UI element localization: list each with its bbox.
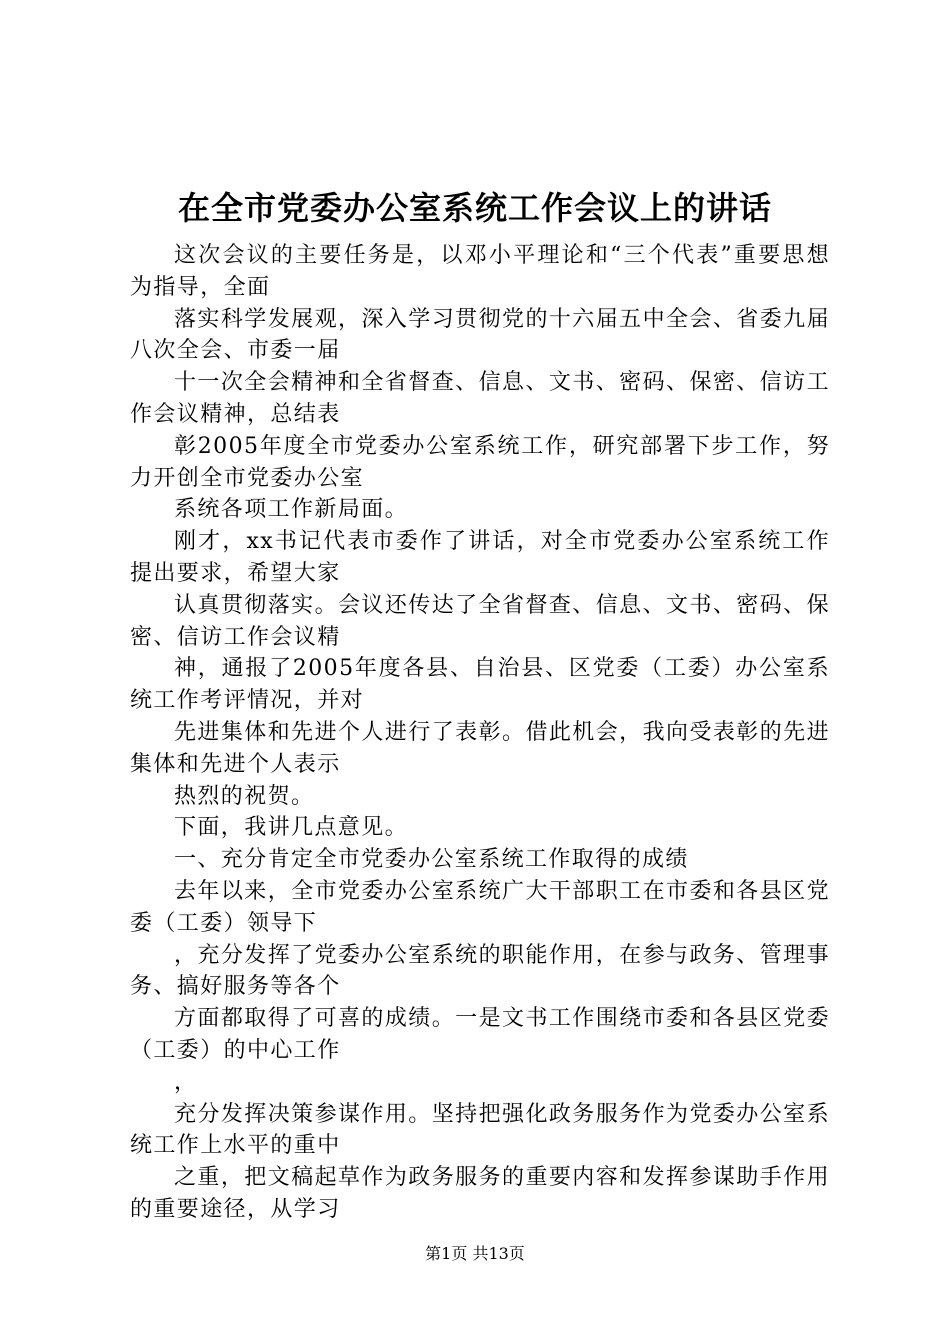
paragraph: 刚才，xx书记代表市委作了讲话，对全市党委办公室系统工作提出要求，希望大家 bbox=[130, 529, 830, 586]
paragraph: 落实科学发展观，深入学习贯彻党的十六届五中全会、省委九届八次全会、市委一届 bbox=[130, 306, 830, 364]
paragraph: 先进集体和先进个人进行了表彰。借此机会，我向受表彰的先进集体和先进个人表示 bbox=[130, 719, 830, 777]
paragraph: 去年以来，全市党委办公室系统广大干部职工在市委和各县区党委（工委）领导下 bbox=[130, 878, 830, 936]
section-heading: 一、充分肯定全市党委办公室系统工作取得的成绩 bbox=[174, 847, 689, 873]
paragraph: 之重，把文稿起草作为政务服务的重要内容和发挥参谋助手作用的重要途径，从学习 bbox=[130, 1165, 830, 1222]
paragraph: ，充分发挥了党委办公室系统的职能作用，在参与政务、管理事务、搞好服务等各个 bbox=[130, 942, 830, 1000]
paragraph: 十一次全会精神和全省督查、信息、文书、密码、保密、信访工作会议精神，总结表 bbox=[130, 370, 830, 427]
paragraph: ， bbox=[174, 1069, 198, 1095]
paragraph: 下面，我讲几点意见。 bbox=[174, 815, 409, 841]
paragraph: 方面都取得了可喜的成绩。一是文书工作围绕市委和各县区党委（工委）的中心工作 bbox=[130, 1006, 830, 1063]
paragraph: 彰2005年度全市党委办公室系统工作，研究部署下步工作，努力开创全市党委办公室 bbox=[130, 433, 830, 491]
paragraph: 认真贯彻落实。会议还传达了全省督查、信息、文书、密码、保密、信访工作会议精 bbox=[130, 592, 830, 650]
page-number-footer: 第1页 共13页 bbox=[425, 1244, 525, 1263]
paragraph: 系统各项工作新局面。 bbox=[174, 497, 409, 523]
paragraph: 这次会议的主要任务是，以邓小平理论和“三个代表”重要思想为指导，全面 bbox=[130, 243, 830, 300]
document-title: 在全市党委办公室系统工作会议上的讲话 bbox=[177, 189, 772, 227]
paragraph: 神，通报了2005年度各县、自治县、区党委（工委）办公室系统工作考评情况，并对 bbox=[130, 656, 830, 714]
document-body bbox=[130, 240, 830, 1226]
paragraph: 热烈的祝贺。 bbox=[174, 783, 315, 809]
paragraph: 充分发挥决策参谋作用。坚持把强化政务服务作为党委办公室系统工作上水平的重中 bbox=[130, 1101, 830, 1159]
